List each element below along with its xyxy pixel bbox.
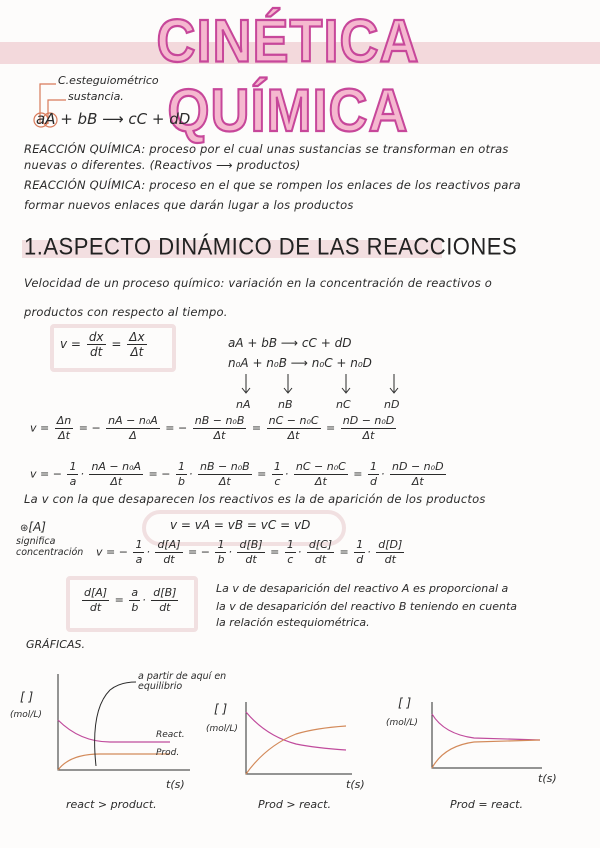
g2-react-curve	[246, 712, 346, 750]
rate-note: La v con la que desaparecen los reactivos es la de aparición de los productos	[24, 492, 486, 506]
g2-prod-curve	[246, 726, 346, 774]
definition-line-3: REACCIÓN QUÍMICA: proceso en el que se rompen los enlaces de los reactivos para	[24, 178, 521, 192]
frac-num: a	[131, 586, 139, 599]
page-title: CINÉTICA QUÍMICA	[156, 7, 420, 145]
equilibrium-annotation: a partir de aquí en equilibrio	[138, 671, 227, 692]
graph-3	[424, 700, 554, 780]
frac-num: nD − n₀D	[392, 460, 444, 473]
frac-den: Δt	[314, 475, 327, 488]
frac-den: Δt	[130, 345, 144, 359]
frac-num: d[B]	[153, 586, 177, 599]
frac-den: Δt	[110, 475, 123, 488]
g1-y-unit: (mol/L)	[10, 710, 42, 720]
g2-y-unit: (mol/L)	[206, 724, 238, 734]
bracket-text: [A]	[28, 520, 46, 534]
velocity-definition	[60, 330, 149, 359]
equals: =	[114, 593, 124, 607]
main-reaction: aA + bB ⟶ cC + dD	[36, 110, 191, 128]
frac-num: nD − n₀D	[342, 414, 395, 427]
n-label-a: nA	[236, 398, 251, 411]
frac-den: Δt	[287, 429, 300, 442]
frac-den: dt	[90, 345, 103, 359]
g2-caption: Prod > react.	[258, 798, 331, 811]
frac-den: c	[274, 475, 281, 488]
g3-y-unit: (mol/L)	[386, 718, 418, 728]
definition-line-1: REACCIÓN QUÍMICA: proceso por el cual unas sustancias se transforman en otras	[24, 142, 509, 156]
frac-den: b	[131, 601, 139, 614]
frac-num: 1	[135, 538, 143, 551]
velocity-line-1: Velocidad de un proceso químico: variación en la concentración de reactivos o	[24, 276, 492, 290]
frac-num: d[A]	[84, 586, 108, 599]
frac-num: 1	[370, 460, 378, 473]
g3-caption: Prod = react.	[450, 798, 523, 811]
frac-den: b	[178, 475, 185, 488]
frac-num: d[D]	[378, 538, 403, 551]
concentration-rate-equation: v = − $\frac{1}{a}$ · $\frac{d[A]}{dt}$ = − $\frac{1}{b}$ · $\frac{d[B]}{dt}$ = $\frac{1}{c}$ · $\frac{d[C]}{dt}$ = $\frac{1}{d}$ · $\frac{d[D]}{dt}$	[96, 538, 403, 566]
frac-den: a	[135, 553, 143, 566]
equal-velocities: v = vA = vB = vC = vD	[170, 518, 311, 532]
ratio-text-1: La v de desaparición del reactivo A es proporcional a	[216, 582, 509, 595]
g3-react-curve	[432, 714, 540, 740]
down-arrows	[228, 372, 418, 398]
frac-num: d[C]	[308, 538, 333, 551]
frac-den: b	[217, 553, 225, 566]
reaction-moles: n₀A + n₀B ⟶ n₀C + n₀D	[228, 356, 372, 370]
v-symbol: v = −	[96, 545, 128, 559]
g1-caption: react > product.	[66, 798, 157, 811]
bracket-symbol: ⊛[A]	[20, 520, 46, 534]
n-label-b: nB	[278, 398, 293, 411]
frac-den: dt	[384, 553, 396, 566]
frac-num: d[B]	[239, 538, 263, 551]
definition-line-4: formar nuevos enlaces que darán lugar a los productos	[24, 198, 354, 212]
coef-label: C.esteguiométrico	[58, 74, 159, 87]
frac-num: nB − n₀B	[194, 414, 245, 427]
g1-prod-label: Prod.	[156, 748, 180, 758]
frac-den: Δ	[129, 429, 137, 442]
substance-label: sustancia.	[68, 90, 124, 103]
frac-den: Δt	[362, 429, 375, 442]
frac-num: nC − n₀C	[295, 460, 346, 473]
g2-x-label: t(s)	[346, 778, 365, 791]
g3-prod-curve	[432, 740, 540, 768]
frac-den: d	[370, 475, 378, 488]
ratio-text-3: la relación estequiométrica.	[216, 616, 370, 629]
n-label-d: nD	[384, 398, 400, 411]
frac-num: dx	[88, 330, 104, 344]
g3-x-label: t(s)	[538, 772, 557, 785]
frac-num: Δn	[56, 414, 72, 427]
moles-rate-equation: v = $\frac{\Delta n}{\Delta t}$ = − $\frac{\text{nA − n₀A}}{\Delta}$ = − $\frac{\text{nB − n₀B}}{\Delta t}$ = $\frac{\text{nC − n₀C}}{\Delta t}$ = $\frac{\text{nD − n₀D}}{\Delta t}$	[30, 414, 395, 442]
frac-num: 1	[286, 538, 294, 551]
frac-den: Δt	[58, 429, 70, 442]
v-symbol: v = −	[30, 467, 62, 481]
graphs-heading: GRÁFICAS.	[26, 638, 85, 651]
frac-num: 1	[69, 460, 77, 473]
g2-y-label: [ ]	[214, 702, 228, 716]
v-symbol: v =	[30, 421, 50, 435]
frac-num: 1	[273, 460, 281, 473]
ratio-equation: $\frac{d[A]}{dt}$ = $\frac{a}{b}$ · $\frac{d[B]}{dt}$	[84, 586, 177, 614]
frac-num: 1	[178, 460, 185, 473]
definition-line-2: nuevas o diferentes. (Reactivos ⟶ productos)	[24, 158, 301, 172]
frac-den: Δt	[218, 475, 231, 488]
frac-num: nA − n₀A	[108, 414, 158, 427]
frac-den: d	[356, 553, 364, 566]
frac-num: nA − n₀A	[91, 460, 142, 473]
g2-axes	[246, 702, 352, 774]
frac-num: 1	[217, 538, 225, 551]
frac-den: Δt	[411, 475, 424, 488]
g3-axes	[432, 702, 542, 768]
frac-den: dt	[89, 601, 102, 614]
g1-x-label: t(s)	[166, 778, 185, 791]
g1-y-label: [ ]	[20, 690, 34, 704]
g3-y-label: [ ]	[398, 696, 412, 710]
frac-den: dt	[159, 601, 171, 614]
g1-react-label: React.	[156, 730, 185, 740]
frac-den: dt	[314, 553, 327, 566]
graph-2	[236, 700, 366, 790]
n-label-c: nC	[336, 398, 351, 411]
g1-prod-curve	[58, 754, 170, 770]
v-symbol: v =	[60, 337, 81, 351]
frac-den: dt	[245, 553, 257, 566]
frac-num: 1	[356, 538, 364, 551]
section-title: 1.ASPECTO DINÁMICO DE LAS REACCIONES	[24, 232, 518, 261]
frac-num: nC − n₀C	[268, 414, 319, 427]
g1-react-curve	[58, 720, 170, 742]
frac-num: nB − n₀B	[200, 460, 250, 473]
frac-num: d[A]	[157, 538, 181, 551]
frac-den: c	[287, 553, 294, 566]
frac-den: dt	[163, 553, 175, 566]
frac-num: Δx	[129, 330, 145, 344]
velocity-line-2: productos con respecto al tiempo.	[24, 305, 228, 319]
bracket-meaning: significa concentración	[16, 536, 84, 558]
frac-den: a	[69, 475, 77, 488]
equals: =	[111, 337, 122, 351]
stoich-rate-equation: v = − $\frac{1}{a}$ · $\frac{\text{nA − n₀A}}{\Delta t}$ = − $\frac{1}{b}$ · $\frac{\text{nB − n₀B}}{\Delta t}$ = $\frac{1}{c}$ · $\frac{\text{nC − n₀C}}{\Delta t}$ = $\frac{1}{d}$ · $\frac{\text{nD − n₀D}}{\Delta t}$	[30, 460, 444, 488]
frac-den: Δt	[213, 429, 226, 442]
reaction-general: aA + bB ⟶ cC + dD	[228, 336, 352, 350]
ratio-text-2: la v de desaparición del reactivo B teniendo en cuenta	[216, 600, 518, 613]
